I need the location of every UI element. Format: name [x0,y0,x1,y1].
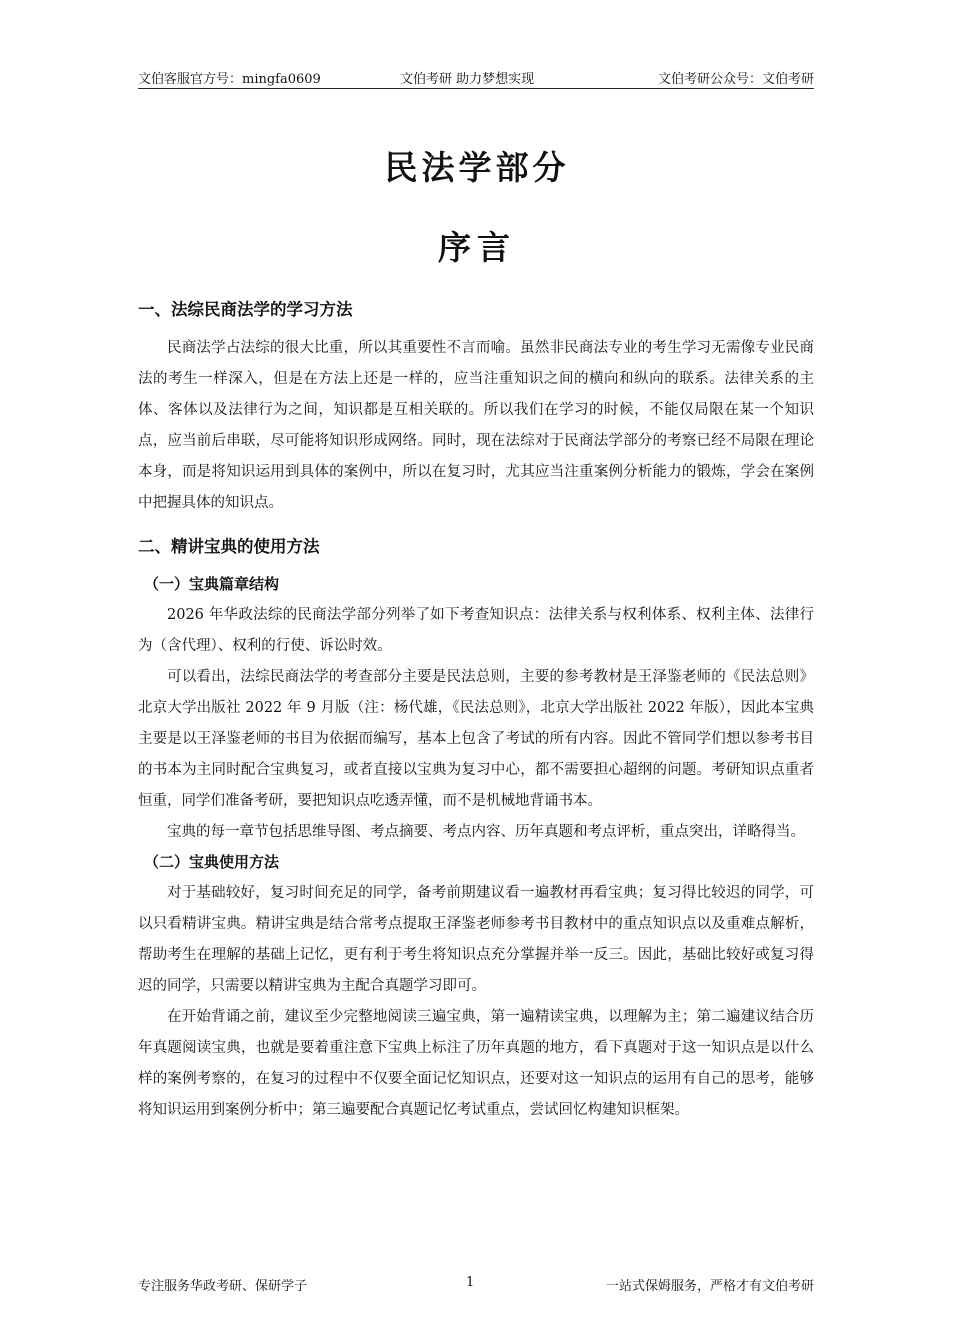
subsection1-heading: （一）宝典篇章结构 [144,575,280,593]
section1-heading: 一、法综民商法学的学习方法 [138,300,353,319]
subsection2-paragraph-2: 在开始背诵之前，建议至少完整地阅读三遍宝典，第一遍精读宝典，以理解为主；第二遍建议结合历年真题阅读宝典，也就是要着重注意下宝典上标注了历年真题的地方，看下真题对于这一知识点是以什么样的案例考察的，在复习的过程中不仅要全面记忆知识点，还要对这一知识点的运用有自己的思考，能够将知识运用到案例分析中；第三遍要配合真题记忆考试重点，尝试回忆构建知识框架。 [138,1009,814,1118]
header-left-text: 文伯客服官方号：mingfa0609 [138,72,321,87]
page-title: 民法学部分 [384,148,570,187]
page-subtitle: 序言 [438,228,516,267]
subsection2-paragraph-1: 对于基础较好，复习时间充足的同学，备考前期建议看一遍教材再看宝典；复习得比较迟的同学，可以只看精讲宝典。精讲宝典是结合常考点提取王泽鉴老师参考书目教材中的重点知识点以及重难点解析，帮助考生在理解的基础上记忆，更有利于考生将知识点充分掌握并举一反三。因此，基础比较好或复习得迟的同学，只需要以精讲宝典为主配合真题学习即可。 [138,885,814,994]
header-right-text: 文伯考研公众号：文伯考研 [657,72,814,87]
header-center-text: 文伯考研 助力梦想实现 [400,72,535,87]
section1-paragraph: 民商法学占法综的很大比重，所以其重要性不言而喻。虽然非民商法专业的考生学习无需像专业民商法的考生一样深入，但是在方法上还是一样的，应当注重知识之间的横向和纵向的联系。法律关系的主体、客体以及法律行为之间，知识都是互相关联的。所以我们在学习的时候，不能仅局限在某一个知识点，应当前后串联，尽可能将知识形成网络。同时，现在法综对于民商法学部分的考察已经不局限在理论本身，而是将知识运用到具体的案例中，所以在复习时，尤其应当注重案例分析能力的锻炼，学会在案例中把握具体的知识点。 [138,340,814,511]
page-number: 1 [466,1275,475,1290]
subsection1-paragraph-1: 2026 年华政法综的民商法学部分列举了如下考查知识点：法律关系与权利体系、权利主体、法律行为（含代理）、权利的行使、诉讼时效。 [138,607,814,654]
footer-left-text: 专注服务华政考研、保研学子 [138,1279,308,1294]
section2-heading: 二、精讲宝典的使用方法 [138,537,320,556]
subsection2-heading: （二）宝典使用方法 [144,853,280,871]
footer-right-text: 一站式保姆服务，严格才有文伯考研 [605,1279,814,1294]
page-footer [138,1275,814,1295]
document-body [138,296,814,1126]
subsection1-paragraph-2: 可以看出，法综民商法学的考查部分主要是民法总则，主要的参考教材是王泽鉴老师的《民法总则》北京大学出版社 2022 年 9 月版（注：杨代雄，《民法总则》，北京大学出版社 2022 年版），因此本宝典主要是以王泽鉴老师的书目为依据而编写，基本上包含了考试的所有内容。因此不管同学们想以参考书目的书本为主同时配合宝典复习，或者直接以宝典为复习中心，都不需要担心超纲的问题。考研知识点重者恒重，同学们准备考研，要把知识点吃透弄懂，而不是机械地背诵书本。 [138,669,814,809]
page-header [138,66,814,89]
subsection1-paragraph-3: 宝典的每一章节包括思维导图、考点摘要、考点内容、历年真题和考点评析，重点突出，详略得当。 [167,824,805,840]
